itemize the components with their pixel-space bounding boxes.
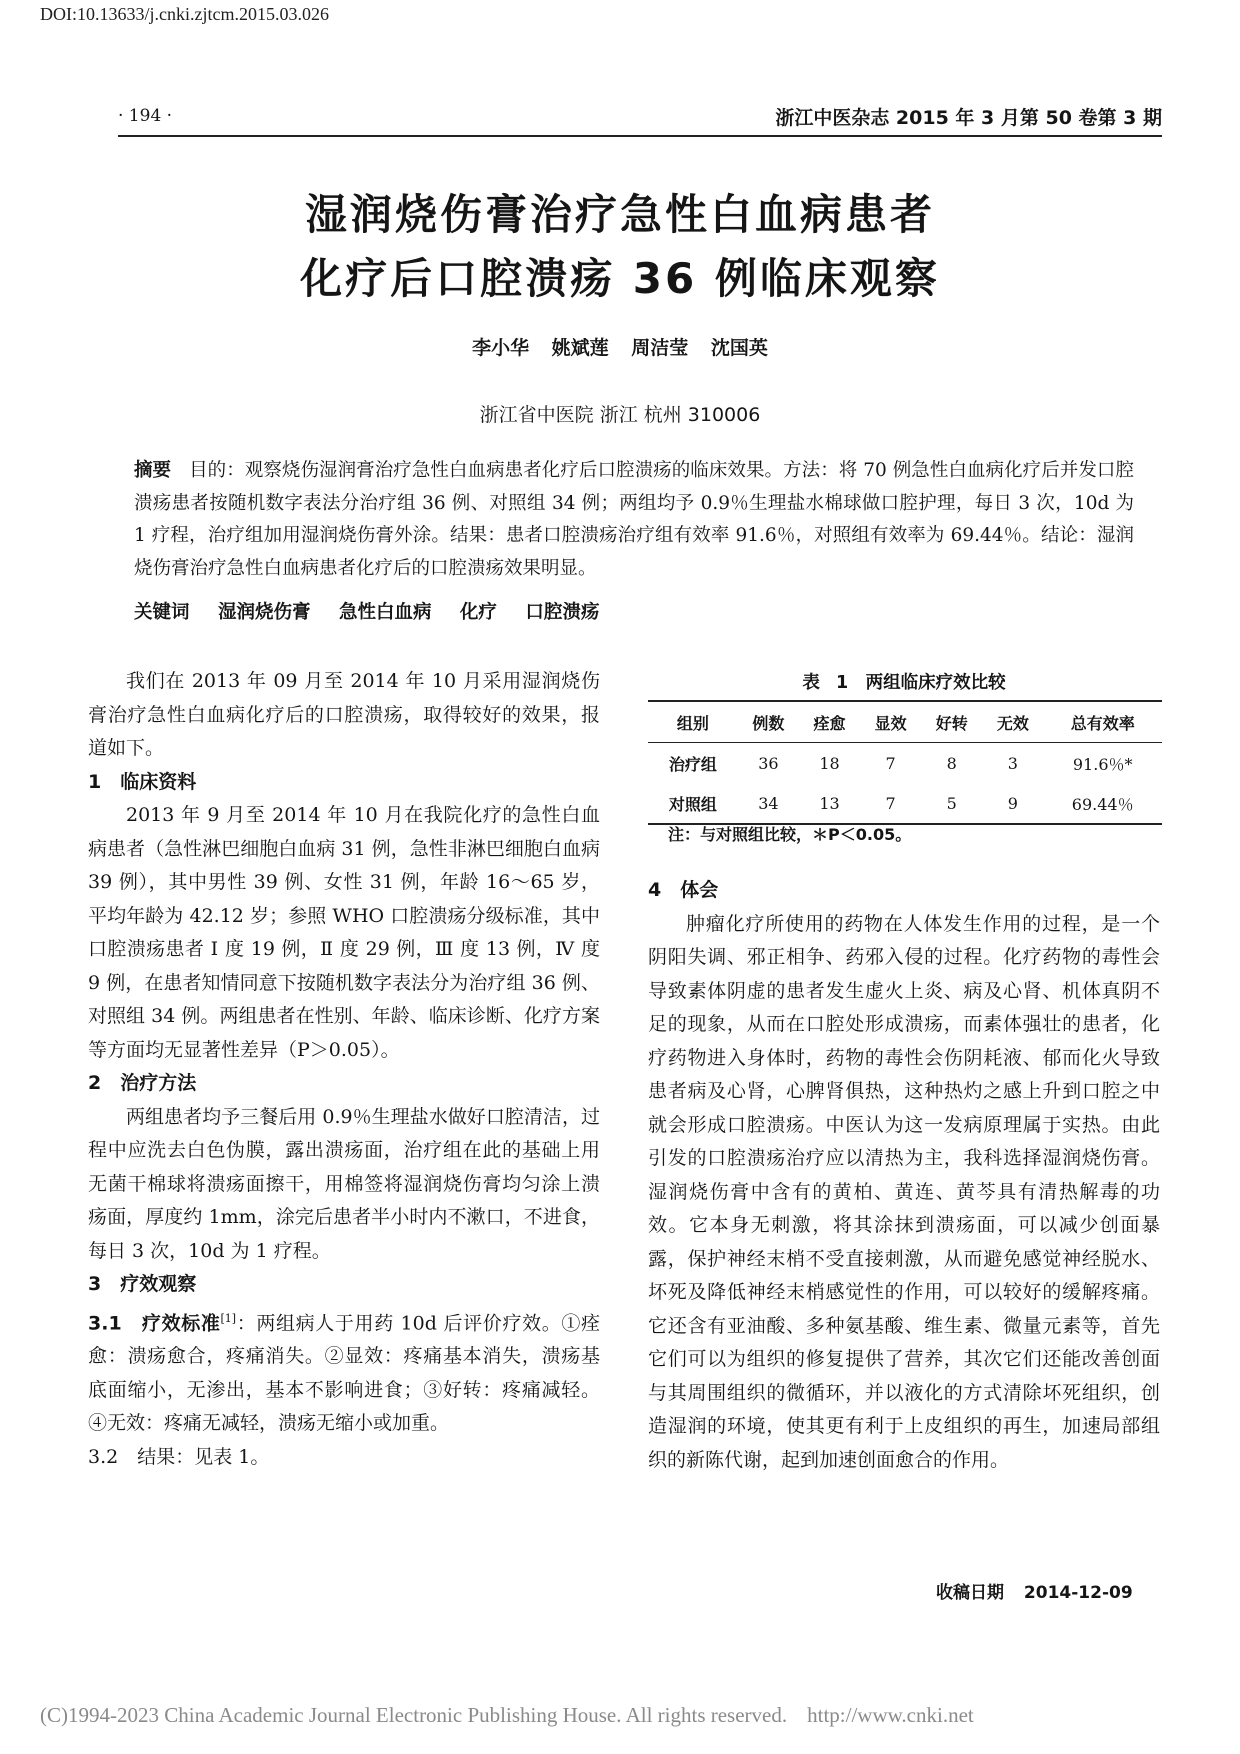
footer-link[interactable]: http://www.cnki.net bbox=[807, 1703, 974, 1727]
authors: 李小华 姚斌莲 周洁莹 沈国英 bbox=[472, 337, 768, 359]
section-1-text: 2013 年 9 月至 2014 年 10 月在我院化疗的急性白血病患者（急性淋巴细胞白血病 31 例，急性非淋巴细胞白血病 39 例），其中男性 39 例、女性 31 例，年龄 16～65 岁，平均年龄为 42.12 岁；参照 WHO 口腔溃疡分级标准，其中口腔溃疡患者 Ⅰ 度 19 例，Ⅱ 度 29 例，Ⅲ 度 13 例，Ⅳ 度 9 例，在患者知情同意下按随机数字表法分为治疗组 36 例、对照组 34 例。两组患者在性别、年龄、临床诊断、化疗方案等方面均无显著性差异（P＞0.05）。 bbox=[88, 804, 600, 1061]
title-line-2: 化疗后口腔溃疡 36 例临床观察 bbox=[300, 254, 940, 303]
table-header-cell: 无效 bbox=[982, 701, 1043, 743]
doi-line: DOI:10.13633/j.cnki.zjtcm.2015.03.026 bbox=[40, 4, 329, 24]
keyword-item: 化疗 bbox=[459, 602, 497, 623]
table-cell: 3 bbox=[1007, 753, 1018, 773]
table-cell: 对照组 bbox=[648, 783, 738, 824]
table-cell: 9 bbox=[982, 783, 1043, 824]
right-column bbox=[648, 874, 1160, 1477]
table-cell: 7 bbox=[860, 783, 921, 824]
section-3-2: 3.2 结果：见表 1。 bbox=[88, 1445, 270, 1468]
abstract-text: 目的：观察烧伤湿润膏治疗急性白血病患者化疗后口腔溃疡的临床效果。方法：将 70 例急性白血病化疗后并发口腔溃疡患者按随机数字表法分治疗组 36 例、对照组 34 例；两组均予 0.9％生理盐水棉球做口腔护理，每日 3 次，10d 为 1 疗程，治疗组加用湿润烧伤膏外涂。结果：患者口腔溃疡治疗组有效率 91.6％，对照组有效率为 69.44％。结论：湿润烧伤膏治疗急性白血病患者化疗后的口腔溃疡效果明显。 bbox=[134, 460, 1134, 579]
table-cell: 13 bbox=[799, 783, 860, 824]
table-cell: 36 bbox=[758, 753, 779, 773]
section-3-1-text: ：两组病人于用药 10d 后评价疗效。①痊愈：溃疡愈合，疼痛消失。②显效：疼痛基本消失，溃疡基底面缩小，无渗出，基本不影响进食；③好转：疼痛减轻。④无效：疼痛无减轻，溃疡无缩小或加重。 bbox=[88, 1311, 600, 1435]
abstract bbox=[134, 455, 1134, 585]
section-4-text: 肿瘤化疗所使用的药物在人体发生作用的过程，是一个阴阳失调、邪正相争、药邪入侵的过程。化疗药物的毒性会导致素体阴虚的患者发生虚火上炎、病及心肾、机体真阴不足的现象，从而在口腔处形成溃疡，而素体强壮的患者，化疗药物进入身体时，药物的毒性会伤阴耗液、郁而化火导致患者病及心肾，心脾肾俱热，这种热灼之感上升到口腔之中就会形成口腔溃疡。中医认为这一发病原理属于实热。由此引发的口腔溃疡治疗应以清热为主，我科选择湿润烧伤膏。湿润烧伤膏中含有的黄柏、黄连、黄芩具有清热解毒的功效。它本身无刺激，将其涂抹到溃疡面，可以减少创面暴露，保护神经末梢不受直接刺激，从而避免感觉神经脱水、坏死及降低神经末梢感觉性的作用，可以较好的缓解疼痛。它还含有亚油酸、多种氨基酸、维生素、微量元素等，首先它们可以为组织的修复提供了营养，其次它们还能改善创面与其周围组织的微循环，并以液化的方式清除坏死组织，创造湿润的环境，使其更有利于上皮组织的再生，加速局部组织的新陈代谢，起到加速创面愈合的作用。 bbox=[648, 912, 1160, 1471]
section-3-1-label: 3.1 疗效标准 bbox=[88, 1311, 221, 1334]
keyword-item: 急性白血病 bbox=[338, 602, 432, 623]
keyword-item: 口腔溃疡 bbox=[525, 602, 600, 623]
table-row bbox=[648, 783, 1162, 824]
table-row bbox=[648, 743, 1162, 784]
title-line-1: 湿润烧伤膏治疗急性白血病患者 bbox=[304, 190, 935, 239]
keywords bbox=[134, 597, 1134, 629]
intro-paragraph: 我们在 2013 年 09 月至 2014 年 10 月采用湿润烧伤膏治疗急性白血病化疗后的口腔溃疡，取得较好的效果，报道如下。 bbox=[88, 670, 600, 759]
page-number: · 194 · bbox=[118, 106, 173, 126]
section-3-1 bbox=[88, 1302, 600, 1441]
table-cell: 治疗组 bbox=[668, 754, 717, 774]
table-cell: 5 bbox=[921, 783, 982, 824]
affiliation: 浙江省中医院 浙江 杭州 310006 bbox=[479, 404, 761, 426]
section-2-heading: 2 治疗方法 bbox=[88, 1072, 197, 1094]
section-3-heading: 3 疗效观察 bbox=[88, 1273, 197, 1295]
table-header-cell: 痊愈 bbox=[799, 701, 860, 743]
table-cell: 7 bbox=[885, 753, 896, 773]
results-table bbox=[648, 700, 1162, 825]
table-cell: 34 bbox=[738, 783, 799, 824]
table-cell: 18 bbox=[819, 753, 840, 773]
journal-header: 浙江中医杂志 2015 年 3 月第 50 卷第 3 期 bbox=[775, 107, 1162, 129]
table-cell: 8 bbox=[946, 753, 957, 773]
table-note: 注：与对照组比较，＊P＜0.05。 bbox=[668, 825, 912, 844]
section-2-text: 两组患者均予三餐后用 0.9％生理盐水做好口腔清洁，过程中应洗去白色伪膜，露出溃疡面，治疗组在此的基础上用无菌干棉球将溃疡面擦干，用棉签将湿润烧伤膏均匀涂上溃疡面，厚度约 1mm，涂完后患者半小时内不漱口，不进食，每日 3 次，10d 为 1 疗程。 bbox=[88, 1105, 600, 1262]
left-column bbox=[88, 665, 600, 1474]
table-header-cell: 好转 bbox=[921, 701, 982, 743]
copyright-footer bbox=[40, 1703, 974, 1728]
table-header-row bbox=[648, 701, 1162, 743]
header-rule bbox=[118, 135, 1162, 137]
table-header-cell: 总有效率 bbox=[1043, 701, 1162, 743]
keyword-item: 湿润烧伤膏 bbox=[217, 602, 311, 623]
table-cell: 69.44％ bbox=[1043, 783, 1162, 824]
table-header-cell: 显效 bbox=[860, 701, 921, 743]
copyright-text: (C)1994-2023 China Academic Journal Electronic Publishing House. All rights reserved. bbox=[40, 1703, 788, 1727]
reference-mark: [1] bbox=[220, 1311, 237, 1325]
table-header-cell: 例数 bbox=[738, 701, 799, 743]
table-header-cell: 组别 bbox=[648, 701, 738, 743]
table-cell: 91.6％* bbox=[1072, 754, 1133, 774]
section-4-heading: 4 体会 bbox=[648, 879, 719, 901]
keywords-label: 关键词 bbox=[134, 602, 190, 623]
section-1-heading: 1 临床资料 bbox=[88, 770, 197, 793]
received-date: 收稿日期 2014-12-09 bbox=[936, 1583, 1133, 1603]
abstract-label: 摘要 bbox=[134, 460, 172, 481]
table-caption: 表 1 两组临床疗效比较 bbox=[802, 673, 1006, 693]
